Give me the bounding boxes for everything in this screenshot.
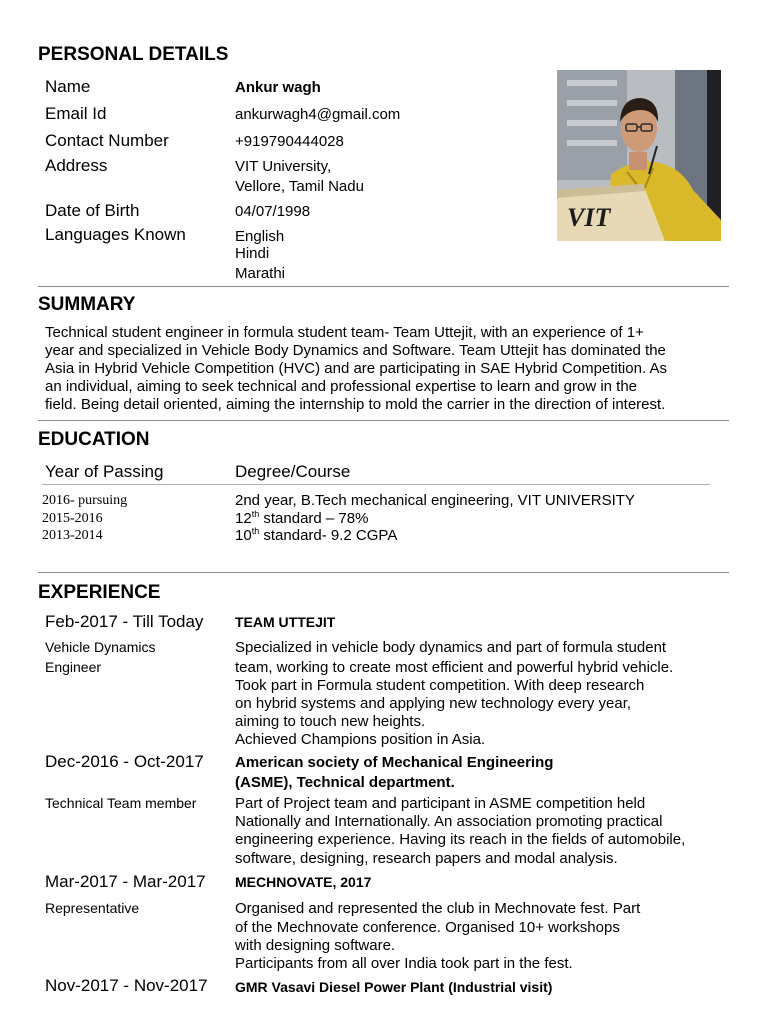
value-name: Ankur wagh xyxy=(235,79,321,96)
experience-desc-1-line3: Took part in Formula student competition. With deep research xyxy=(235,677,645,694)
profile-photo xyxy=(557,70,721,241)
experience-org-2-line2: (ASME), Technical department. xyxy=(235,774,455,791)
experience-date-1: Feb-2017 - Till Today xyxy=(45,612,204,631)
personal-details-heading: PERSONAL DETAILS xyxy=(38,44,229,65)
experience-desc-1-line2: team, working to create most efficient and powerful hybrid vehicle. xyxy=(235,659,674,676)
experience-date-3: Mar-2017 - Mar-2017 xyxy=(45,872,206,891)
summary-line-1: Technical student engineer in formula student team- Team Uttejit, with an experience of 1+ xyxy=(45,324,644,341)
value-email: ankurwagh4@gmail.com xyxy=(235,106,401,123)
experience-desc-3-line1: Organised and represented the club in Mechnovate fest. Part xyxy=(235,900,641,917)
experience-desc-1-line6: Achieved Champions position in Asia. xyxy=(235,731,486,748)
experience-desc-2-line1: Part of Project team and participant in ASME competition held xyxy=(235,795,646,812)
experience-org-2-line1: American society of Mechanical Engineering xyxy=(235,754,554,771)
experience-desc-1-line5: aiming to touch new heights. xyxy=(235,713,426,730)
experience-role-1-line1: Vehicle Dynamics xyxy=(45,639,156,655)
value-contact: +919790444028 xyxy=(235,133,344,150)
experience-desc-3-line4: Participants from all over India took part in the fest. xyxy=(235,955,573,972)
experience-desc-2-line4: software, designing, research papers and modal analysis. xyxy=(235,850,618,867)
podium-sign: VIT xyxy=(567,203,611,232)
experience-desc-1-line4: on hybrid systems and applying new technology every year, xyxy=(235,695,632,712)
education-col-degree: Degree/Course xyxy=(235,462,351,481)
label-languages: Languages Known xyxy=(45,225,186,244)
experience-desc-3-line2: of the Mechnovate conference. Organised 10+ workshops xyxy=(235,919,620,936)
education-degree-2: 12th standard – 78% xyxy=(235,509,369,527)
education-header-rule xyxy=(42,484,710,485)
summary-line-5: field. Being detail oriented, aiming the internship to mold the carrier in the direction of interest. xyxy=(45,396,666,413)
experience-heading: EXPERIENCE xyxy=(38,582,161,603)
label-address: Address xyxy=(45,156,108,175)
divider-summary xyxy=(38,420,729,421)
experience-org-4: GMR Vasavi Diesel Power Plant (Industrial visit) xyxy=(235,979,553,995)
experience-date-2: Dec-2016 - Oct-2017 xyxy=(45,752,204,771)
education-degree-3: 10th standard- 9.2 CGPA xyxy=(235,526,398,544)
value-language-hindi: Hindi xyxy=(235,245,270,262)
experience-desc-1-line1: Specialized in vehicle body dynamics and part of formula student xyxy=(235,639,667,656)
value-address-line1: VIT University, xyxy=(235,158,332,175)
divider-education xyxy=(38,572,729,573)
value-language-marathi: Marathi xyxy=(235,265,286,282)
education-col-year: Year of Passing xyxy=(45,462,164,481)
value-dob: 04/07/1998 xyxy=(235,203,311,220)
experience-org-1: TEAM UTTEJIT xyxy=(235,614,336,630)
experience-desc-2-line3: engineering experience. Having its reach in the fields of automobile, xyxy=(235,831,686,848)
summary-line-3: Asia in Hybrid Vehicle Competition (HVC) and are participating in SAE Hybrid Competition. As xyxy=(45,360,667,377)
education-year-3: 2013-2014 xyxy=(42,528,103,543)
education-year-2: 2015-2016 xyxy=(42,511,103,526)
experience-desc-2-line2: Nationally and Internationally. An association promoting practical xyxy=(235,813,663,830)
divider-personal xyxy=(38,286,729,287)
summary-line-4: an individual, aiming to seek technical and professional expertise to learn and grow in the xyxy=(45,378,638,395)
experience-role-2: Technical Team member xyxy=(45,795,197,811)
label-name: Name xyxy=(45,77,91,96)
education-degree-1: 2nd year, B.Tech mechanical engineering, VIT UNIVERSITY xyxy=(235,492,635,509)
label-dob: Date of Birth xyxy=(45,201,140,220)
experience-role-3: Representative xyxy=(45,900,140,916)
experience-role-1-line2: Engineer xyxy=(45,659,102,675)
value-address-line2: Vellore, Tamil Nadu xyxy=(235,178,364,195)
summary-line-2: year and specialized in Vehicle Body Dynamics and Software. Team Uttejit has dominated the xyxy=(45,342,666,359)
experience-org-3: MECHNOVATE, 2017 xyxy=(235,874,372,890)
education-year-1: 2016- pursuing xyxy=(42,493,128,508)
label-contact: Contact Number xyxy=(45,131,169,150)
summary-heading: SUMMARY xyxy=(38,294,136,315)
education-heading: EDUCATION xyxy=(38,429,150,450)
experience-date-4: Nov-2017 - Nov-2017 xyxy=(45,976,208,995)
value-language-english: English xyxy=(235,228,285,245)
experience-desc-3-line3: with designing software. xyxy=(235,937,396,954)
label-email: Email Id xyxy=(45,104,107,123)
